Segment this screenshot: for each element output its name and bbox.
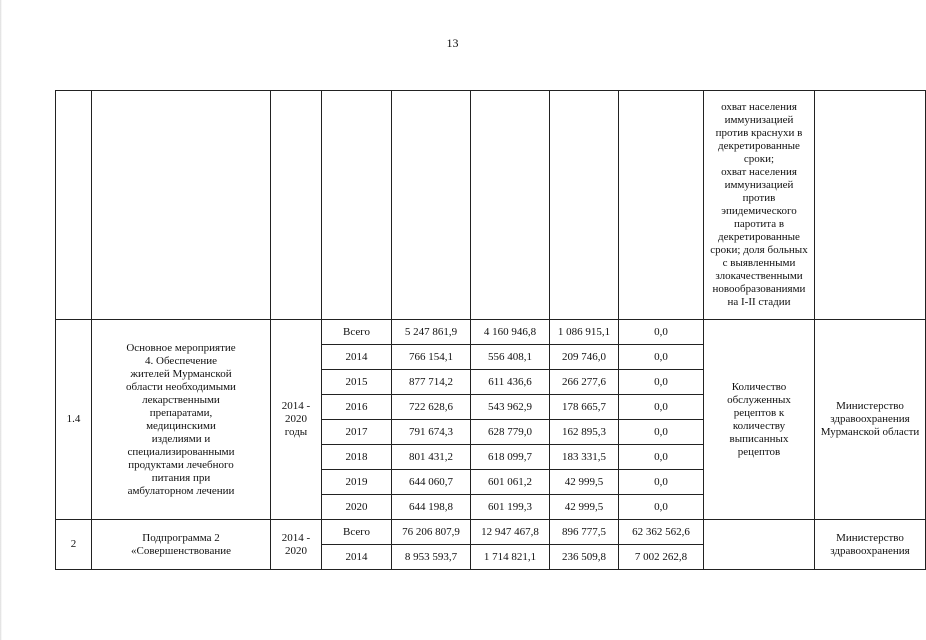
text-line: 2014 - (281, 531, 311, 544)
year-label: 2019 (322, 470, 392, 495)
text-line: рецептов (737, 445, 781, 458)
amount-federal: 266 277,6 (550, 370, 619, 395)
text-line: эпидемического (721, 205, 797, 217)
text-line: иммунизацией (724, 114, 794, 126)
text-line: Подпрограмма 2 (142, 531, 220, 544)
program-table (55, 90, 926, 570)
table-row-continuation (56, 91, 926, 320)
text-line: здравоохранения (830, 544, 910, 557)
amount-total: 766 154,1 (392, 345, 471, 370)
amount-other: 0,0 (619, 345, 704, 370)
text-line: лекарственными (142, 393, 220, 406)
activity-name-text (94, 342, 268, 498)
text-line: 2020 (285, 544, 307, 557)
indicator-cell-empty (704, 520, 815, 570)
year-label: 2015 (322, 370, 392, 395)
table-body (56, 91, 926, 570)
scan-edge (0, 0, 2, 640)
text-line: декретированные (718, 231, 800, 243)
amount-total: 722 628,6 (392, 395, 471, 420)
text-line: 2020 (285, 413, 307, 425)
subprogram-name-text (94, 532, 268, 558)
amount-regional: 543 962,9 (471, 395, 550, 420)
amount-other: 0,0 (619, 495, 704, 520)
cell-federal-empty (550, 91, 619, 320)
text-line: медицинскими (146, 419, 216, 432)
indicator-text (706, 381, 812, 459)
text-line: препаратами, (149, 406, 213, 419)
text-line: количеству (732, 419, 786, 432)
text-line: Министерство (836, 531, 904, 544)
text-line: области необходимыми (126, 380, 236, 393)
period-cell (271, 320, 322, 520)
year-label: 2014 (322, 545, 392, 570)
text-line: новообразованиями (712, 283, 806, 295)
period-text (273, 400, 319, 439)
amount-total: 644 060,7 (392, 470, 471, 495)
amount-federal: 42 999,5 (550, 470, 619, 495)
text-line: изделиями и (151, 432, 211, 445)
text-line: 4. Обеспечение (145, 354, 217, 367)
text-line: декретированные (718, 140, 800, 152)
indicator-text (706, 101, 812, 309)
text-line: 2014 - (281, 400, 311, 412)
text-line: на I-II стадии (727, 296, 791, 308)
amount-other: 0,0 (619, 320, 704, 345)
text-line: Мурманской области (820, 426, 920, 438)
amount-total: 644 198,8 (392, 495, 471, 520)
amount-federal: 236 509,8 (550, 545, 619, 570)
executor-text (817, 532, 923, 558)
amount-total: 76 206 807,9 (392, 520, 471, 545)
year-label: 2014 (322, 345, 392, 370)
text-line: питания при (151, 471, 211, 484)
cell-total-empty (392, 91, 471, 320)
text-line: амбулаторном лечении (127, 484, 235, 497)
amount-other: 0,0 (619, 420, 704, 445)
amount-regional: 4 160 946,8 (471, 320, 550, 345)
year-label: 2020 (322, 495, 392, 520)
table-row (56, 520, 926, 545)
executor-cell (815, 320, 926, 520)
cell-other-empty (619, 91, 704, 320)
text-line: годы (284, 426, 308, 438)
executor-text (817, 400, 923, 439)
text-line: здравоохранения (830, 413, 910, 425)
text-line: паротита в (733, 218, 785, 230)
cell-name-empty (92, 91, 271, 320)
activity-name (92, 320, 271, 520)
year-label: Всего (322, 520, 392, 545)
amount-regional: 601 061,2 (471, 470, 550, 495)
executor-cell (815, 520, 926, 570)
text-line: сроки; (743, 153, 775, 165)
amount-other: 0,0 (619, 445, 704, 470)
amount-total: 877 714,2 (392, 370, 471, 395)
amount-federal: 178 665,7 (550, 395, 619, 420)
text-line: против краснухи в (715, 127, 803, 139)
text-line: иммунизацией (724, 179, 794, 191)
year-label: 2017 (322, 420, 392, 445)
amount-regional: 628 779,0 (471, 420, 550, 445)
year-label: 2016 (322, 395, 392, 420)
cell-num-empty (56, 91, 92, 320)
amount-other: 0,0 (619, 395, 704, 420)
amount-total: 5 247 861,9 (392, 320, 471, 345)
table-row (56, 320, 926, 345)
text-line: сроки; доля больных (710, 244, 808, 256)
amount-federal: 162 895,3 (550, 420, 619, 445)
amount-total: 801 431,2 (392, 445, 471, 470)
amount-other: 7 002 262,8 (619, 545, 704, 570)
text-line: Основное мероприятие (126, 341, 236, 354)
cell-period-empty (271, 91, 322, 320)
indicator-cell (704, 320, 815, 520)
amount-federal: 209 746,0 (550, 345, 619, 370)
amount-federal: 1 086 915,1 (550, 320, 619, 345)
text-line: обслуженных (727, 393, 791, 406)
indicator-cell (704, 91, 815, 320)
subprogram-name (92, 520, 271, 570)
text-line: злокачественными (715, 270, 803, 282)
cell-regional-empty (471, 91, 550, 320)
cell-year-empty (322, 91, 392, 320)
text-line: против (742, 192, 776, 204)
amount-regional: 1 714 821,1 (471, 545, 550, 570)
amount-total: 791 674,3 (392, 420, 471, 445)
amount-total: 8 953 593,7 (392, 545, 471, 570)
text-line: охват населения (721, 101, 797, 113)
amount-federal: 42 999,5 (550, 495, 619, 520)
amount-regional: 12 947 467,8 (471, 520, 550, 545)
amount-regional: 611 436,6 (471, 370, 550, 395)
text-line: продуктами лечебного (128, 458, 234, 471)
text-line: «Совершенствование (131, 544, 231, 557)
text-line: рецептов к (733, 406, 785, 419)
cell-executor-empty (815, 91, 926, 320)
amount-federal: 896 777,5 (550, 520, 619, 545)
period-cell (271, 520, 322, 570)
page-number: 13 (446, 36, 459, 50)
text-line: специализированными (127, 445, 235, 458)
text-line: с выявленными (722, 257, 796, 269)
year-label: 2018 (322, 445, 392, 470)
text-line: Количество (731, 380, 787, 393)
row-number: 1.4 (56, 320, 92, 520)
text-line: жителей Мурманской (130, 367, 232, 380)
amount-regional: 618 099,7 (471, 445, 550, 470)
amount-other: 0,0 (619, 470, 704, 495)
text-line: Министерство (836, 400, 904, 412)
amount-regional: 601 199,3 (471, 495, 550, 520)
year-label: Всего (322, 320, 392, 345)
amount-other: 62 362 562,6 (619, 520, 704, 545)
amount-regional: 556 408,1 (471, 345, 550, 370)
row-number: 2 (56, 520, 92, 570)
amount-other: 0,0 (619, 370, 704, 395)
text-line: выписанных (729, 432, 789, 445)
amount-federal: 183 331,5 (550, 445, 619, 470)
text-line: охват населения (721, 166, 797, 178)
period-text (273, 532, 319, 558)
